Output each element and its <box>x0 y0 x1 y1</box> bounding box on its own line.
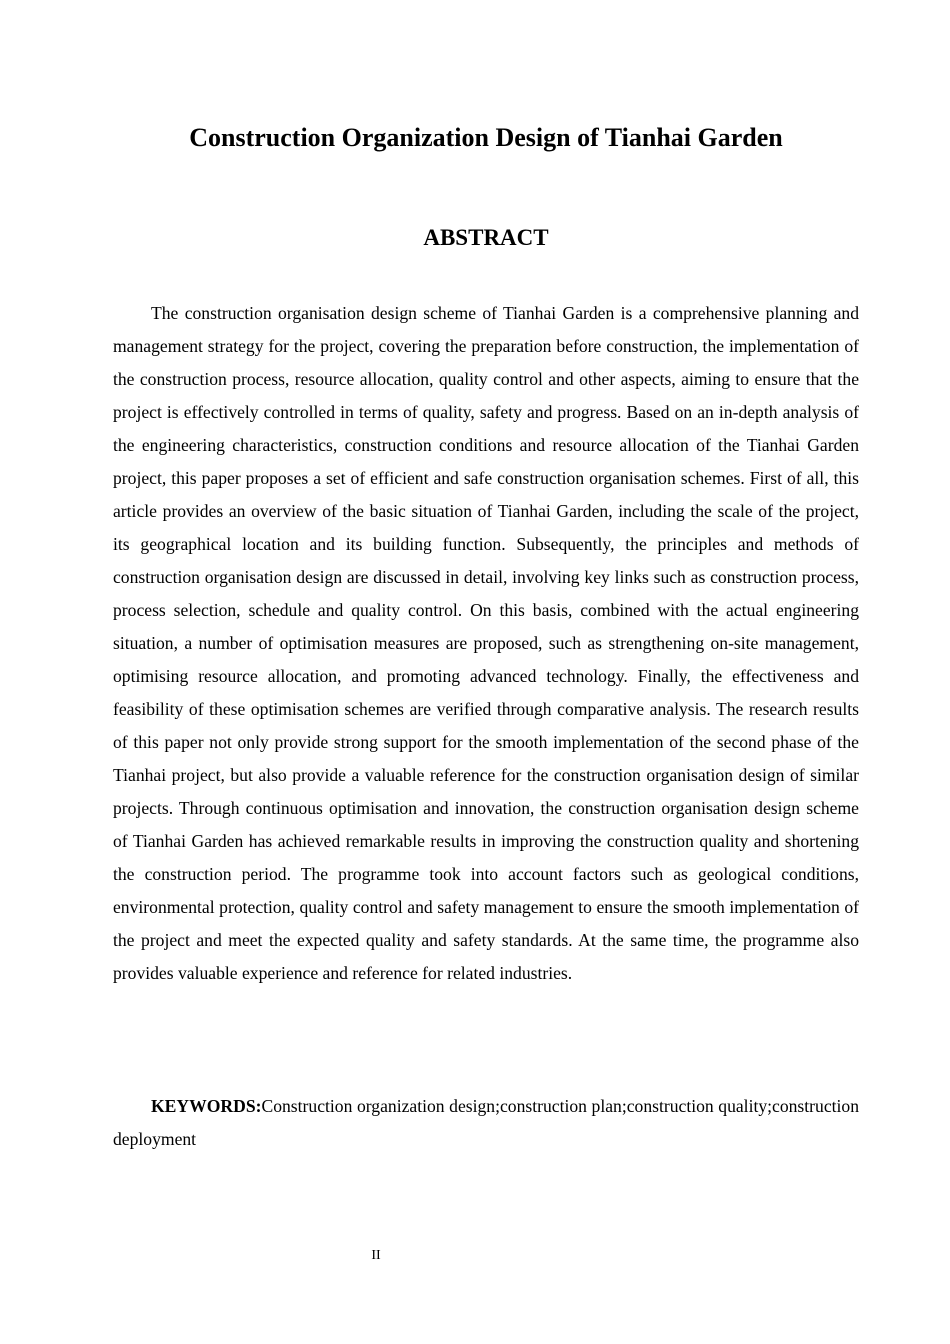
keywords-paragraph <box>113 1090 859 1156</box>
keywords-label: KEYWORDS: <box>151 1096 262 1116</box>
abstract-heading: ABSTRACT <box>423 225 549 250</box>
document-title: Construction Organization Design of Tianhai Garden <box>189 123 783 152</box>
abstract-paragraph: The construction organisation design scheme of Tianhai Garden is a comprehensive planning and management strategy for the project, covering the preparation before construction, the implementation of the construction process, resource allocation, quality control and other aspects, aiming to ensure that the project is effectively controlled in terms of quality, safety and progress. Based on an in-depth analysis of the engineering characteristics, construction conditions and resource allocation of the Tianhai Garden project, this paper proposes a set of efficient and safe construction organisation schemes. First of all, this article provides an overview of the basic situation of Tianhai Garden, including the scale of the project, its geographical location and its building function. Subsequently, the principles and methods of construction organisation design are discussed in detail, involving key links such as construction process, process selection, schedule and quality control. On this basis, combined with the actual engineering situation, a number of optimisation measures are proposed, such as strengthening on-site management, optimising resource allocation, and promoting advanced technology. Finally, the effectiveness and feasibility of these optimisation schemes are verified through comparative analysis. The research results of this paper not only provide strong support for the smooth implementation of the second phase of the Tianhai project, but also provide a valuable reference for the construction organisation design of similar projects. Through continuous optimisation and innovation, the construction organisation design scheme of Tianhai Garden has achieved remarkable results in improving the construction quality and shortening the construction period. The programme took into account factors such as geological conditions, environmental protection, quality control and safety management to ensure the smooth implementation of the project and meet the expected quality and safety standards. At the same time, the programme also provides valuable experience and reference for related industries. <box>113 303 859 983</box>
keywords-text: Construction organization design;construction plan;construction quality;construction deployment <box>113 1096 859 1149</box>
page-number: II <box>371 1248 381 1263</box>
